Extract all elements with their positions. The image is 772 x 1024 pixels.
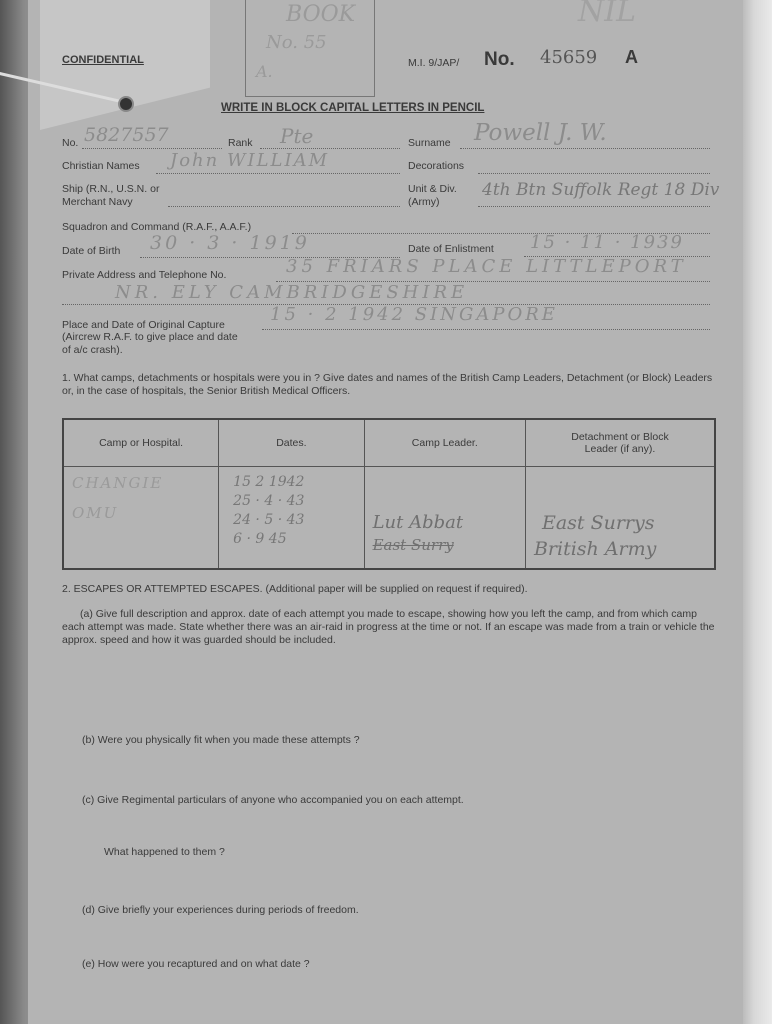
capture-note: (Aircrew R.A.F. to give place and date of a/c crash). (62, 331, 238, 357)
surname-value: Powell J. W. (474, 120, 607, 146)
address-line-1: 35 FRIARS PLACE LITTLEPORT (286, 256, 687, 277)
stamp-line-2: No. 55 (266, 32, 327, 53)
decorations-label: Decorations (408, 160, 465, 172)
service-number: 5827557 (84, 124, 169, 146)
section-1-question: 1. What camps, detachments or hospitals were you in ? Give dates and names of the British Camp Leaders, Detachment (or Block) Leaders or, in the case of hospitals, the Senior British Medical Officers. (62, 372, 713, 398)
no-label: No. (62, 137, 79, 149)
capture-value: 15 · 2 1942 SINGAPORE (270, 304, 558, 325)
detachment-leader: East Surrys (541, 512, 655, 534)
col-dates-header: Dates. (219, 419, 364, 467)
leader-cell (364, 467, 525, 570)
question-2a: (a) Give full description and approx. date of each attempt you made to escape, showing how you left the camp, and from which camp each attempt was made. State whether there was an air-raid in progress at the time or not. If an escape was made from a train or vehicle the approx. speed and how it was guarded should be included. (62, 608, 715, 647)
stamp-line-3: A. (256, 62, 273, 81)
number-label: No. (484, 49, 515, 70)
detachment-cell (525, 467, 715, 570)
rank-label: Rank (228, 137, 253, 149)
date-entry: 6 · 9 45 (233, 530, 287, 547)
ship-label: Ship (R.N., U.S.N. or Merchant Navy (62, 183, 160, 209)
unit-label: Unit & Div. (Army) (408, 183, 457, 209)
address-line-2: NR. ELY CAMBRIDGESHIRE (115, 282, 469, 303)
dob-value: 30 · 3 · 1919 (150, 232, 310, 254)
camp-leader-struck: East Surry (372, 536, 454, 555)
col-leader-header: Camp Leader. (364, 419, 525, 467)
page-stack-edge (742, 0, 772, 1024)
unit-value: 4th Btn Suffolk Regt 18 Div (482, 180, 720, 200)
section-2-title: 2. ESCAPES OR ATTEMPTED ESCAPES. (Additional paper will be supplied on request if required). (62, 583, 528, 595)
date-entry: 24 · 5 · 43 (233, 511, 305, 528)
camp-name: CHANGIE (72, 474, 164, 492)
enlistment-label: Date of Enlistment (408, 243, 494, 255)
book-stamp (245, 0, 375, 97)
col-detachment-header: Detachment or Block Leader (if any). (525, 419, 715, 467)
form-code: M.I. 9/JAP/ (408, 57, 460, 69)
dob-label: Date of Birth (62, 245, 121, 257)
camps-table (62, 418, 716, 570)
question-2e: (e) How were you recaptured and on what date ? (82, 958, 310, 970)
christian-names-value: John WILLIAM (170, 150, 330, 171)
address-label: Private Address and Telephone No. (62, 269, 227, 281)
question-2c-followup: What happened to them ? (104, 846, 225, 858)
enlistment-value: 15 · 11 · 1939 (530, 232, 684, 253)
col-camp-header: Camp or Hospital. (63, 419, 219, 467)
camp-name: OMU (72, 504, 119, 523)
capture-label: Place and Date of Original Capture (62, 319, 225, 331)
stamp-line-1: BOOK (286, 2, 356, 27)
camp-cell (63, 467, 219, 570)
question-2b: (b) Were you physically fit when you made these attempts ? (82, 734, 360, 746)
corner-mark: NIL (578, 0, 637, 29)
form-suffix: A (625, 47, 638, 67)
form-number: 45659 (540, 47, 598, 68)
grommet-icon (118, 96, 134, 112)
question-2c: (c) Give Regimental particulars of anyone who accompanied you on each attempt. (82, 794, 464, 806)
date-entry: 25 · 4 · 43 (233, 492, 305, 509)
instruction-heading: WRITE IN BLOCK CAPITAL LETTERS IN PENCIL (221, 102, 485, 114)
christian-names-label: Christian Names (62, 160, 140, 172)
question-2d: (d) Give briefly your experiences during periods of freedom. (82, 904, 359, 916)
dates-cell (219, 467, 364, 570)
surname-label: Surname (408, 137, 451, 149)
squadron-label: Squadron and Command (R.A.F., A.A.F.) (62, 221, 252, 233)
camp-leader: Lut Abbat (372, 512, 464, 533)
classification: CONFIDENTIAL (62, 54, 144, 66)
detachment-leader: British Army (533, 537, 657, 560)
rank-value: Pte (280, 124, 314, 148)
date-entry: 15 2 1942 (233, 474, 305, 490)
